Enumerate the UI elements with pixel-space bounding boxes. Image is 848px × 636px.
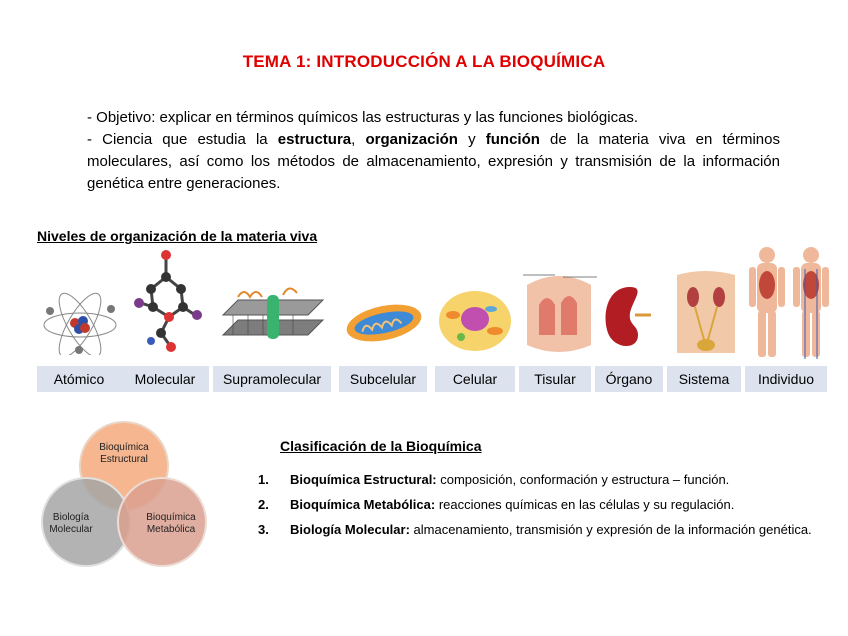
level-label: Subcelular (339, 366, 427, 392)
intro-text (87, 107, 780, 195)
level-label: Tisular (519, 366, 591, 392)
cell-icon (435, 245, 515, 355)
list-item: 3. Biología Molecular: almacenamiento, transmisión y expresión de la información genética. (258, 522, 812, 537)
level-label: Órgano (595, 366, 663, 392)
levels-strip (37, 245, 837, 395)
membrane-icon (213, 245, 333, 355)
atom-icon (37, 245, 123, 355)
page-title: TEMA 1: INTRODUCCIÓN A LA BIOQUÍMICA (242, 52, 606, 71)
list-item: 2. Bioquímica Metabólica: reacciones químicas en las células y su regulación. (258, 497, 735, 512)
level-label: Sistema (667, 366, 741, 392)
venn-label-molecular: Biología Molecular (49, 512, 93, 535)
level-label: Atómico (37, 366, 121, 392)
level-label: Individuo (745, 366, 827, 392)
level-label: Celular (435, 366, 515, 392)
venn-circles (30, 414, 220, 574)
venn-label-metabolic: Bioquímica Metabólica (146, 512, 196, 535)
biochemistry-venn-diagram (30, 414, 220, 574)
venn-label-structural: Bioquímica Estructural (99, 442, 149, 465)
classification-title: Clasificación de la Bioquímica (280, 438, 482, 454)
level-label: Molecular (121, 366, 209, 392)
mitochondrion-icon (339, 245, 429, 355)
level-label: Supramolecular (213, 366, 331, 392)
objective-line: - Objetivo: explicar en términos químicos las estructuras y las funciones biológicas. (87, 109, 639, 126)
urinary-system-icon (667, 245, 745, 360)
kidney-icon (595, 245, 665, 360)
definition-line: - Ciencia que estudia la estructura, organización y función de la materia viva en términos moleculares, así como los métodos de almacenamiento, expresión y transmisión de la información genética entre generaciones. (87, 131, 780, 192)
tissue-icon (519, 245, 599, 360)
human-body-icon (745, 245, 835, 363)
classification-list (258, 470, 838, 545)
molecule-icon (121, 245, 211, 363)
list-item: 1. Bioquímica Estructural: composición, conformación y estructura – función. (258, 472, 730, 487)
levels-title: Niveles de organización de la materia viva (37, 228, 318, 244)
